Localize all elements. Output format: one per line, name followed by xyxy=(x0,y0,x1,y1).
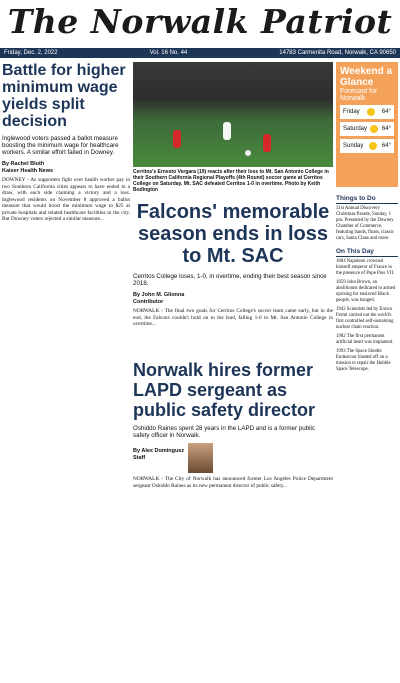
left-headline[interactable]: Battle for higher minimum wage yields split decision xyxy=(2,62,126,130)
bottom-story xyxy=(133,360,333,489)
soccer-photo[interactable] xyxy=(133,62,333,167)
dateline-bar xyxy=(0,48,400,58)
sun-icon xyxy=(369,142,377,150)
left-bullet: Inglewood voters passed a ballot measure boosting the minimum wage for healthcare workers. A similar effort failed in Downey. xyxy=(2,135,119,156)
sun-icon xyxy=(370,125,378,133)
things-to-do-body: 31st Annual Discovery Christmas Parade, Sunday, 1 pm. Presented by the Downey Chamber of Commerce, featuring bands, floats, classic cars, Santa Claus and more. xyxy=(336,206,394,241)
weekend-weather-box xyxy=(336,62,398,187)
center-column xyxy=(133,62,333,328)
history-item: 1993 The Space Shuttle Endeavour blasted off on a mission to repair the Hubble Space Telescope. xyxy=(336,349,391,372)
main-body: NORWALK - The final two goals for Cerritos College's soccer team came early, but in the end, the Falcons couldn't hold on to the lead, falling 1-0 to Mt. San Antonio College in overtime... xyxy=(133,308,333,327)
bottom-byline-name: By Alex Dominguez xyxy=(133,448,185,454)
headshot-photo[interactable] xyxy=(188,443,213,473)
history-item: 1859 John Brown, an abolitionist dedicated to armed uprising for enslaved Black people, was hanged. xyxy=(336,280,396,303)
player-figure xyxy=(263,134,271,152)
soccer-ball xyxy=(245,150,251,156)
masthead-title: The Norwalk Patriot xyxy=(7,2,393,41)
main-byline-org: Contributor xyxy=(133,298,164,305)
forecast-day: Friday xyxy=(343,109,360,115)
forecast-temp: 64° xyxy=(381,143,391,149)
left-byline-org: Kaiser Health News xyxy=(2,167,54,174)
forecast-day: Saturday xyxy=(343,126,368,132)
main-headline[interactable]: Falcons' memorable season ends in loss to Mt. SAC xyxy=(136,201,330,267)
things-to-do-heading: Things to Do xyxy=(336,195,398,204)
left-byline xyxy=(2,161,130,174)
photo-caption: Cerritos's Ernesto Vergara (19) reacts after their loss to Mt. San Antonio College in their Southern California Regional Playoffs (4th Round) soccer game at Cerritos College on Saturday. Mt. SAC defeated Cerritos 1-0 in overtime. Photo by Keith Bodington xyxy=(133,169,329,193)
left-body: DOWNEY - As supporters fight over health worker pay in two Southern California cities appears to have ended in a draw, with each side claiming a victory and a loss. Inglewood residents on November 8 approved a ballot measure that would boost the minimum wage to $25 at private hospitals and related healthcare facilities in the city. But Downey voters rejected a similar measure... xyxy=(2,177,130,222)
history-item: 1942 Scientists led by Enrico Fermi carried out the world's first controlled self-sustaining nuclear chain reaction. xyxy=(336,307,394,330)
weekend-subtitle: Forecast for Norwalk xyxy=(340,88,378,102)
player-figure xyxy=(223,122,231,140)
bottom-headline[interactable]: Norwalk hires former LAPD sergeant as public safety director xyxy=(133,360,316,420)
issue-volume: Vol. 16 No. 44 xyxy=(149,50,188,56)
weekend-title: Weekend a Glance xyxy=(340,66,393,88)
main-byline-name: By John M. Glionna xyxy=(133,292,185,298)
bottom-byline-row xyxy=(133,443,333,473)
main-byline xyxy=(133,292,333,305)
forecast-row xyxy=(340,122,394,136)
main-bullet: Cerritos College loses, 1-0, in overtime, ending their best season since 2018. xyxy=(133,273,327,287)
bottom-byline-org: Staff xyxy=(133,454,146,461)
bottom-byline xyxy=(133,448,184,473)
player-figure xyxy=(173,130,181,148)
right-sidebar xyxy=(336,195,398,376)
bottom-bullet: Oshiddo Raines spent 28 years in the LAPD and is a former public safety officer in Norwalk. xyxy=(133,425,315,439)
masthead xyxy=(0,0,400,47)
forecast-temp: 64° xyxy=(381,109,391,115)
history-item: 1804 Napoleon crowned himself emperor of France in the presence of Pope Pius VII. xyxy=(336,259,395,276)
on-this-day-heading: On This Day xyxy=(336,248,398,257)
bottom-body: NORWALK - The City of Norwalk has announced former Los Angeles Police Department sergeant Oshiddo Raines as its new permanent director of public safety... xyxy=(133,476,333,489)
forecast-row xyxy=(340,139,394,153)
history-item: 1982 The first permanent artificial heart was implanted. xyxy=(336,334,394,345)
issue-date: Friday, Dec. 2, 2022 xyxy=(4,50,58,56)
forecast-day: Sunday xyxy=(343,143,364,149)
forecast-row xyxy=(340,105,394,119)
forecast-temp: 64° xyxy=(381,126,391,132)
left-byline-name: By Rachel Bluth xyxy=(2,161,45,167)
publisher-address: 14783 Carmenita Road, Norwalk, CA 90650 xyxy=(279,50,396,56)
on-this-day-list xyxy=(336,259,398,373)
left-story xyxy=(2,62,130,223)
sun-icon xyxy=(367,108,375,116)
